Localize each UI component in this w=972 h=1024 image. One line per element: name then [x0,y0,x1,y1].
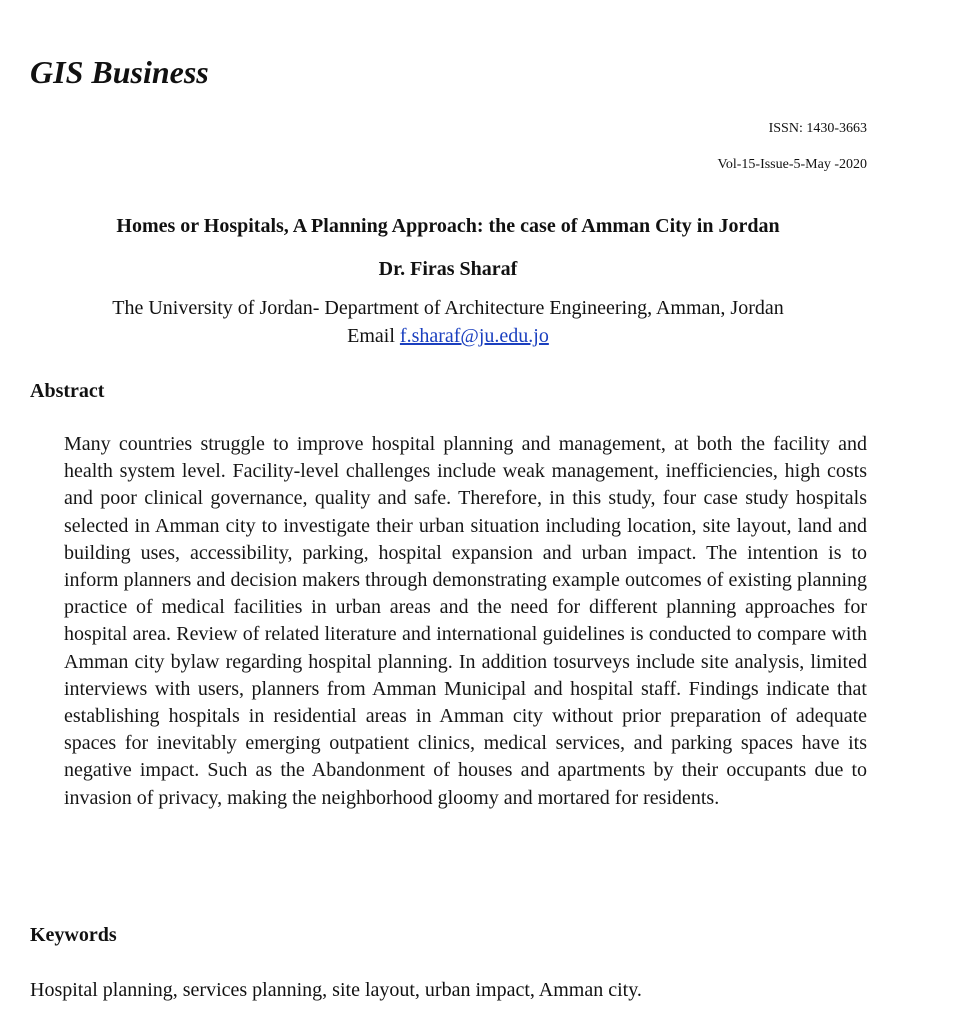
keywords-text: Hospital planning, services planning, site layout, urban impact, Amman city. [30,979,642,1001]
volume-issue-label: Vol-15-Issue-5-May -2020 [717,157,867,172]
author-name: Dr. Firas Sharaf [378,258,518,280]
email-label: Email [347,325,395,347]
email-line [0,322,896,350]
abstract-heading: Abstract [30,380,105,402]
paper-title: Homes or Hospitals, A Planning Approach: the case of Amman City in Jordan [116,215,780,237]
keywords-heading: Keywords [30,924,117,946]
email-link[interactable]: f.sharaf@ju.edu.jo [399,325,549,347]
issn-label: ISSN: 1430-3663 [768,121,867,136]
author-affiliation: The University of Jordan- Department of Architecture Engineering, Amman, Jordan [112,297,784,319]
journal-title: GIS Business [30,54,209,90]
abstract-text: Many countries struggle to improve hospital planning and management, at both the facility and health system level. Facility-level challenges include weak management, inefficiencies, high costs and poor clinical governance, quality and safe. Therefore, in this study, four case study hospitals selected in Amman city to investigate their urban situation including location, site layout, land and building uses, accessibility, parking, hospital expansion and urban impact. The intention is to inform planners and decision makers through demonstrating example outcomes of existing planning practice of medical facilities in urban areas and the need for different planning approaches for hospital area. Review of related literature and international guidelines is conducted to compare with Amman city bylaw regarding hospital planning. In addition tosurveys include site analysis, limited interviews with users, planners from Amman Municipal and hospital staff. Findings indicate that establishing hospitals in residential areas in Amman city without prior preparation of adequate spaces for inevitably emerging outpatient clinics, medical services, and parking spaces have its negative impact. Such as the Abandonment of houses and apartments by their occupants due to invasion of privacy, making the neighborhood gloomy and mortared for residents. [64,433,867,809]
